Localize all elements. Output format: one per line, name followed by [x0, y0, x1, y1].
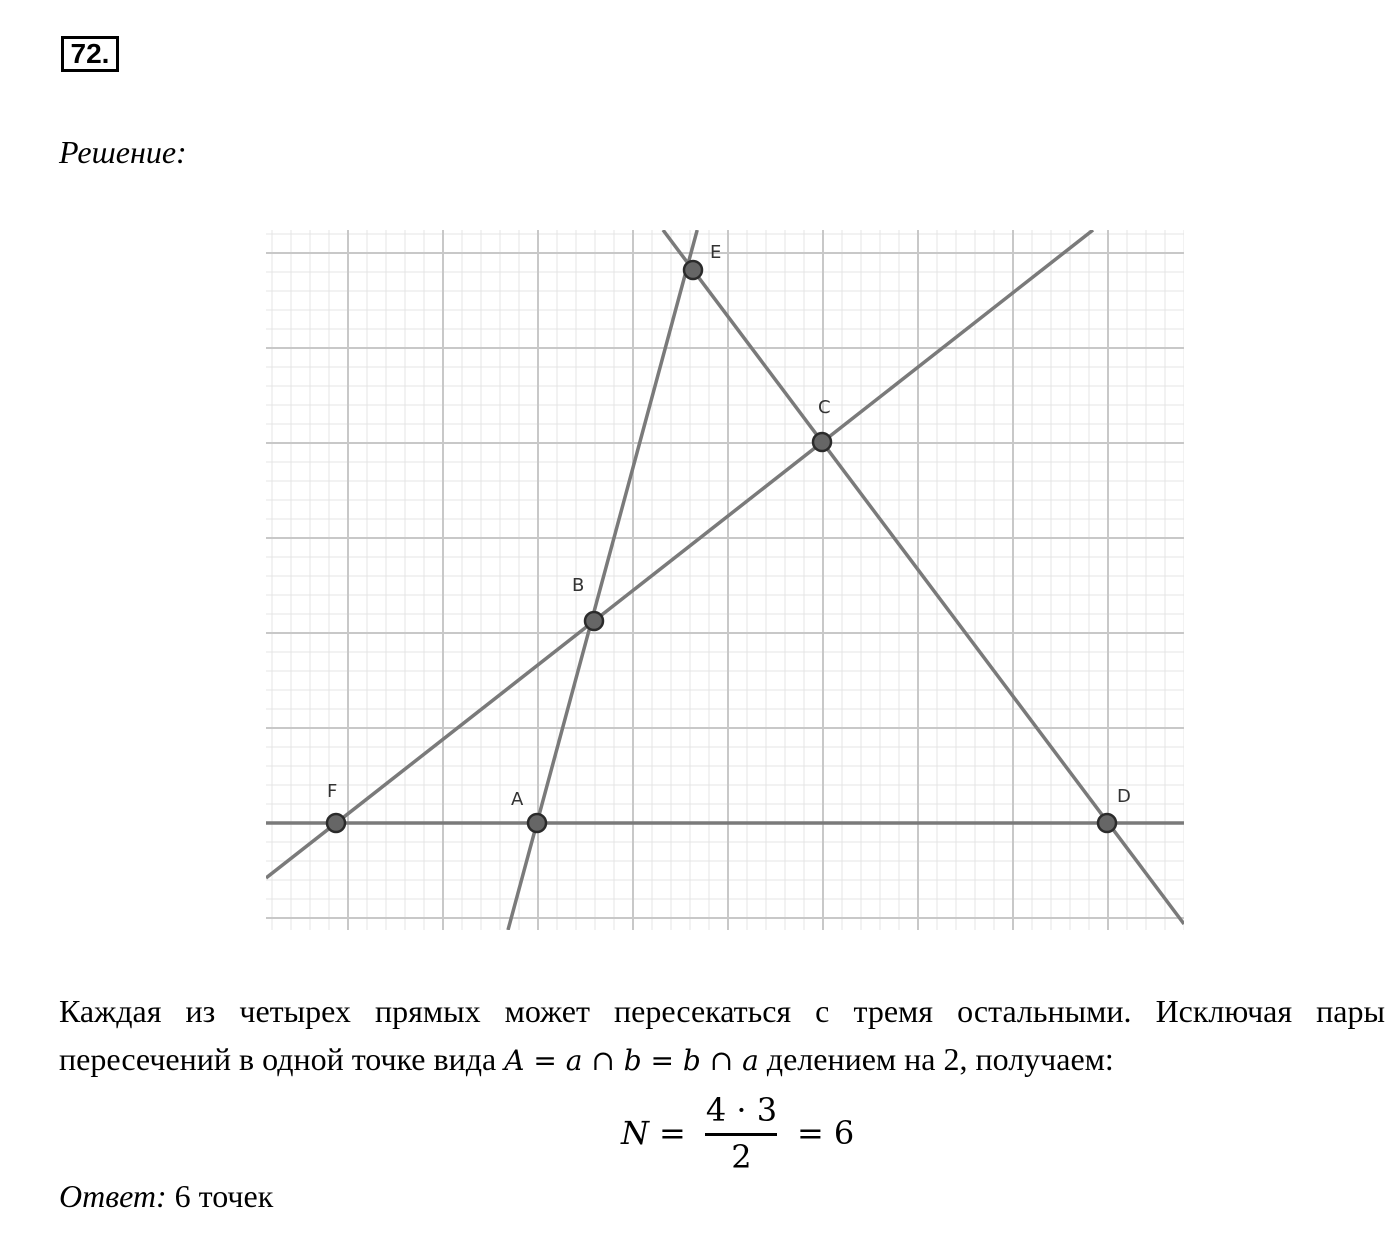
answer-label: Ответ: [59, 1178, 167, 1214]
explanation-line-2 [59, 1043, 1114, 1075]
line-fbc [266, 230, 1093, 878]
grid-minor-lines [266, 230, 1184, 930]
answer-value: 6 точек [166, 1178, 274, 1214]
point-label-B: B [572, 575, 585, 596]
math-var-A: A [504, 1044, 525, 1077]
math-intersection-2: ∩ [700, 1044, 743, 1077]
explanation-line-2-start: пересечений в одной точке вида [59, 1041, 505, 1077]
formula-fraction [700, 1091, 783, 1176]
math-var-b-1: b [623, 1044, 642, 1077]
explanation-line-2-end: делением на 2, получаем: [758, 1041, 1114, 1077]
point-label-F: F [327, 781, 338, 802]
math-equals-2: = [641, 1044, 683, 1077]
point-label-E: E [710, 242, 722, 263]
formula-equals-2: = [797, 1114, 824, 1152]
math-intersection-1: ∩ [582, 1044, 624, 1077]
formula [621, 1088, 854, 1178]
formula-numerator: 4 · 3 [705, 1090, 778, 1129]
point-F [327, 814, 345, 832]
formula-equals-1: = [659, 1114, 686, 1152]
math-var-a-2: a [742, 1044, 759, 1077]
point-B [585, 612, 603, 630]
point-label-A: A [511, 789, 524, 810]
formula-lhs: N [621, 1114, 649, 1152]
math-equals-1: = [524, 1044, 566, 1077]
point-C [813, 433, 831, 451]
answer [59, 1180, 273, 1212]
point-label-D: D [1117, 786, 1131, 807]
point-label-C: C [818, 397, 831, 418]
formula-result: 6 [833, 1114, 855, 1152]
solution-label: Решение: [59, 134, 187, 170]
problem-number: 72. [61, 36, 119, 72]
formula-denominator: 2 [731, 1137, 752, 1176]
point-D [1098, 814, 1116, 832]
point-A [528, 814, 546, 832]
math-var-b-2: b [682, 1044, 701, 1077]
explanation-line-1: Каждая из четырех прямых может пересекаться с тремя остальными. Исключая пары [59, 993, 1385, 1029]
point-E [684, 261, 702, 279]
math-var-a-1: a [565, 1044, 583, 1077]
grid-major-lines [266, 230, 1184, 930]
